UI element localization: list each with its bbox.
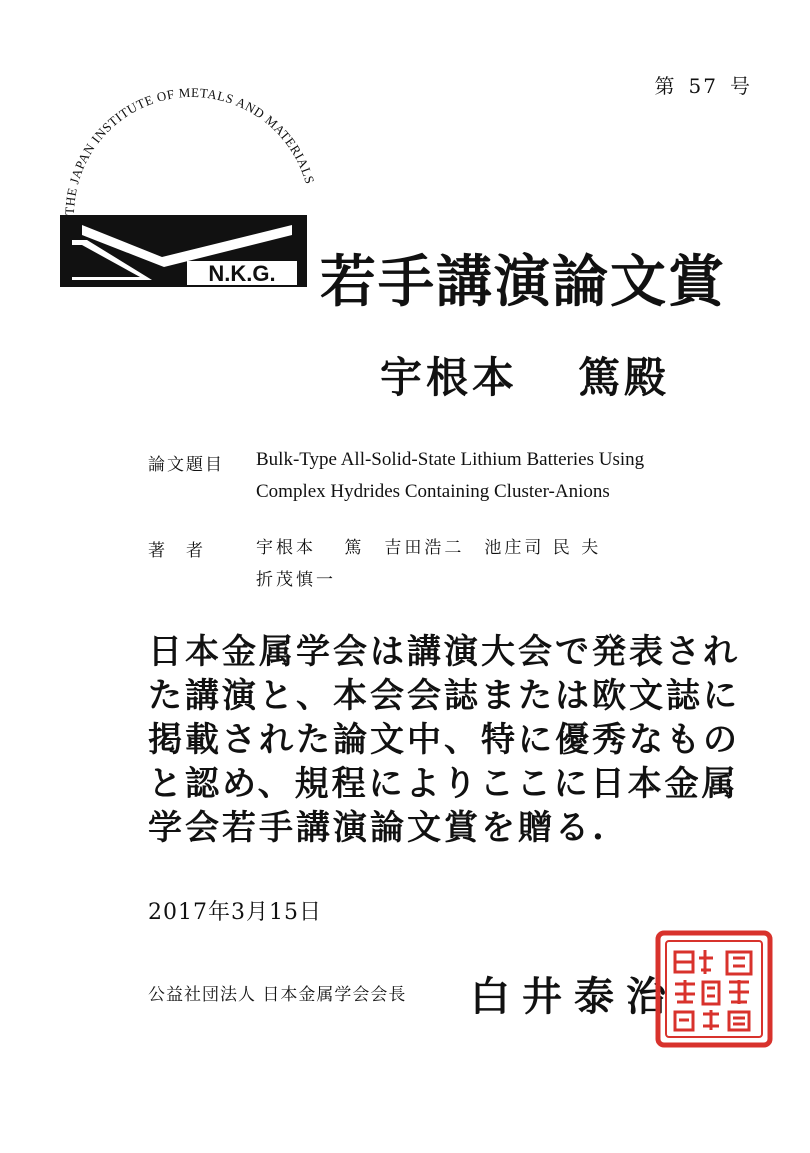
paper-title-line-2: Complex Hydrides Containing Cluster-Anions: [256, 481, 610, 502]
citation-line: 学会若手講演論文賞を贈る.: [148, 808, 607, 848]
award-title: 若手講演論文賞: [320, 249, 726, 315]
authors-value: [256, 532, 601, 596]
authors-line-1: 宇根本 篤 吉田浩二 池庄司 民 夫: [256, 538, 602, 558]
citation-text: [148, 630, 748, 850]
paper-title-value: [256, 444, 644, 508]
citation-line: 日本金属学会は講演大会で発表され: [148, 632, 740, 672]
serial-number: [649, 70, 758, 99]
paper-title-line-1: Bulk-Type All-Solid-State Lithium Batteries Using: [256, 449, 645, 470]
recipient-family: 宇根本: [380, 353, 519, 402]
logo-mark-text: N.K.G.: [208, 261, 276, 286]
recipient-given: 篤殿: [578, 353, 671, 402]
award-date: 2017年3月15日: [148, 900, 322, 925]
authors-line-2: 折茂慎一: [256, 570, 336, 590]
paper-title-label: 論文題目: [148, 455, 224, 475]
jim-logo: [52, 65, 332, 305]
serial-number-value: 57: [688, 74, 718, 98]
citation-line: と認め、規程によりここに日本金属: [148, 764, 739, 804]
authors-label: 著 者: [148, 541, 205, 561]
president-title: 公益社団法人 日本金属学会会長: [148, 985, 407, 1005]
logo-arc-text: THE JAPAN INSTITUTE OF METALS AND MATERIALS: [61, 84, 318, 216]
serial-prefix: 第: [654, 74, 677, 98]
recipient-name: [380, 345, 670, 405]
serial-suffix: 号: [730, 74, 752, 98]
official-seal: [655, 930, 773, 1048]
citation-line: 掲載された論文中、特に優秀なもの: [148, 720, 740, 760]
president-name: 白井泰治: [470, 973, 678, 1020]
citation-line: た講演と、本会会誌または欧文誌に: [148, 676, 740, 716]
